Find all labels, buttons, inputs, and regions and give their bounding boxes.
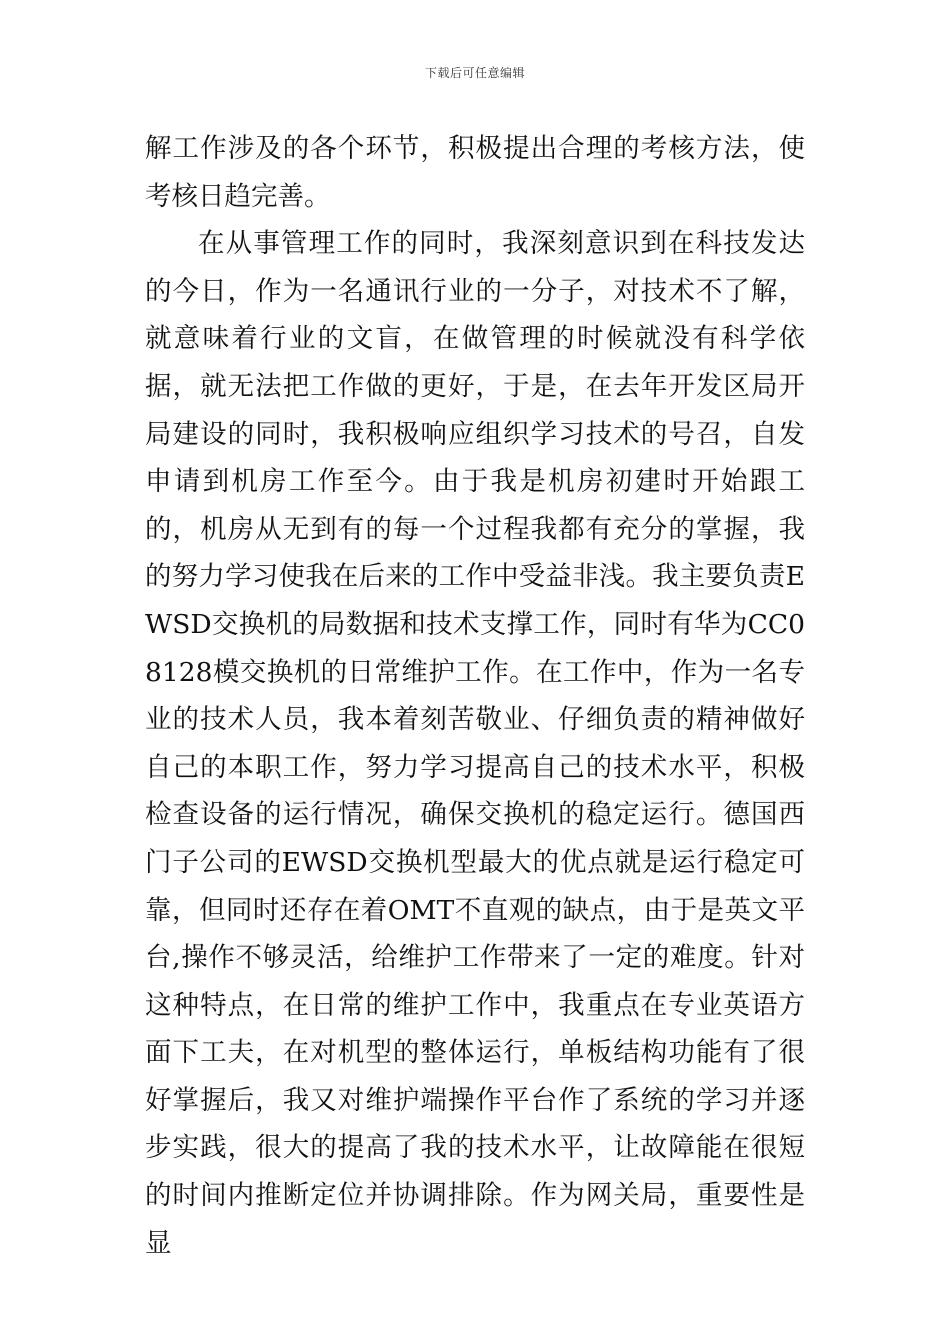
paragraph-main: 在从事管理工作的同时，我深刻意识到在科技发达的今日，作为一名通讯行业的一分子，对技术不了解，就意味着行业的文盲，在做管理的时候就没有科学依据，就无法把工作做的更好，于是，在去年开发区局开局建设的同时，我积极响应组织学习技术的号召，自发申请到机房工作至今。由于我是机房初建时开始跟工的，机房从无到有的每一个过程我都有充分的掌握，我的努力学习使我在后来的工作中受益非浅。我主要负责EWSD交换机的局数据和技术支撑工作，同时有华为CC08128模交换机的日常维护工作。在工作中，作为一名专业的技术人员，我本着刻苦敬业、仔细负责的精神做好自己的本职工作，努力学习提高自己的技术水平，积极检查设备的运行情况，确保交换机的稳定运行。德国西门子公司的EWSD交换机型最大的优点就是运行稳定可靠，但同时还存在着OMT不直观的缺点，由于是英文平台,操作不够灵活，给维护工作带来了一定的难度。针对这种特点，在日常的维护工作中，我重点在专业英语方面下工夫，在对机型的整体运行，单板结构功能有了很好掌握后，我又对维护端操作平台作了系统的学习并逐步实践，很大的提高了我的技术水平，让故障能在很短的时间内推断定位并协调排除。作为网关局，重要性是显 <box>145 228 805 1259</box>
document-body <box>145 125 805 1267</box>
paragraph-continuation: 解工作涉及的各个环节，积极提出合理的考核方法，使考核日趋完善。 <box>145 133 805 212</box>
page-header: 下载后可任意编辑 <box>424 66 525 80</box>
